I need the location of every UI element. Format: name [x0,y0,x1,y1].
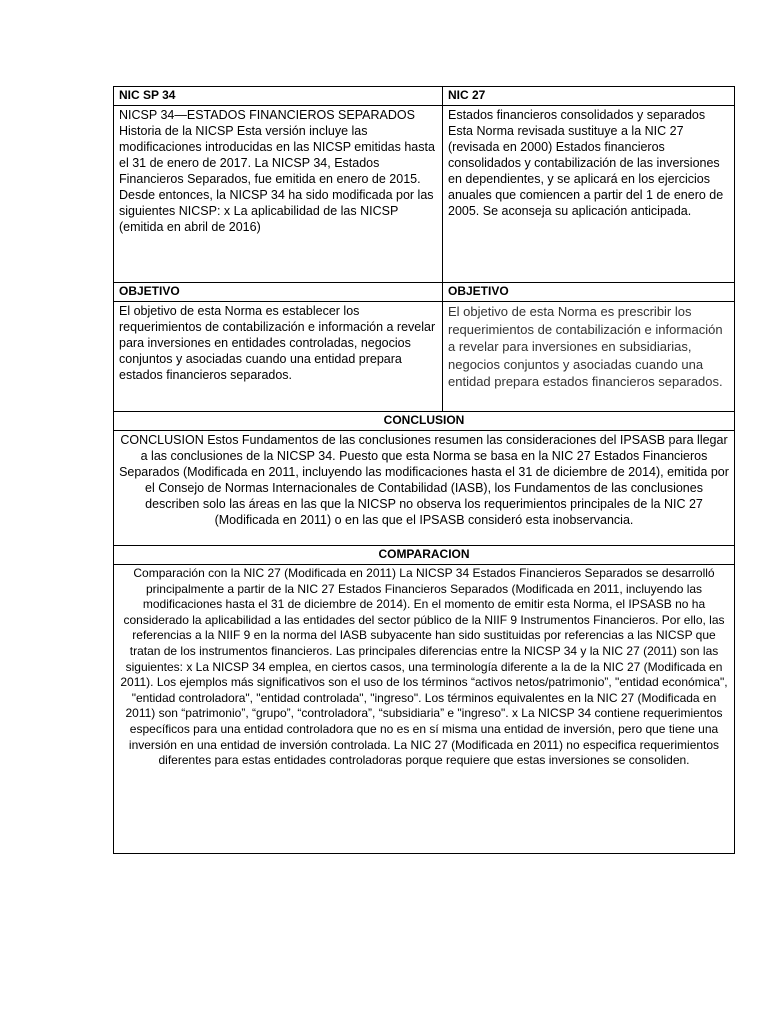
right-column-header: NIC 27 [443,87,735,106]
conclusion-header-row [114,412,735,431]
comparacion-header-row [114,546,735,565]
conclusion-header: CONCLUSION [114,412,735,431]
objetivo-left-cell: El objetivo de esta Norma es establecer los requerimientos de contabilización e información a revelar para inversiones en entidades controladas, negocios conjuntos y asociadas cuando una entidad prepara estados financieros separados. [114,302,443,412]
nicsp34-intro-cell: NICSP 34—ESTADOS FINANCIEROS SEPARADOS Historia de la NICSP Esta versión incluye las modificaciones introducidas en las NICSP emitidas hasta el 31 de enero de 2017. La NICSP 34, Estados Financieros Separados, fue emitida en enero de 2015. Desde entonces, la NICSP 34 ha sido modificada por las siguientes NICSP: x La aplicabilidad de las NICSP (emitida en abril de 2016) [114,106,443,283]
conclusion-cell: CONCLUSION Estos Fundamentos de las conclusiones resumen las consideraciones del IPSASB para llegar a las conclusiones de la NICSP 34. Puesto que esta Norma se basa en la NIC 27 Estados Financieros Separados (Modificada en 2011, incluyendo las modificaciones hasta el 31 de diciembre de 2014), emitida por el Consejo de Normas Internacionales de Contabilidad (IASB), los Fundamentos de las conclusiones describen solo las áreas en las que la NICSP no observa los requerimientos principales de la NIC 27 (Modificada en 2011) o en las que el IPSASB consideró esta inobservancia. [114,431,735,546]
objetivo-right-cell: El objetivo de esta Norma es prescribir los requerimientos de contabilización e información a revelar para inversiones en subsidiarias, negocios conjuntos y asociadas cuando una entidad prepara estados financieros separados. [443,302,735,412]
objetivo-header-row [114,283,735,302]
objetivo-row [114,302,735,412]
header-row [114,87,735,106]
left-column-header: NIC SP 34 [114,87,443,106]
intro-row [114,106,735,283]
nic27-intro-cell: Estados financieros consolidados y separados Esta Norma revisada sustituye a la NIC 27 (revisada en 2000) Estados financieros consolidados y contabilización de las inversiones en dependientes, y se aplicará en los ejercicios anuales que comiencen a partir del 1 de enero de 2005. Se aconseja su aplicación anticipada. [443,106,735,283]
conclusion-row [114,431,735,546]
comparacion-header: COMPARACION [114,546,735,565]
comparison-table [113,86,735,854]
objetivo-left-header: OBJETIVO [114,283,443,302]
objetivo-right-header: OBJETIVO [443,283,735,302]
comparacion-cell: Comparación con la NIC 27 (Modificada en 2011) La NICSP 34 Estados Financieros Separados se desarrolló principalmente a partir de la NIC 27 Estados Financieros Separados (Modificada en 2011, incluyendo las modificaciones hasta el 31 de diciembre de 2014). En el momento de emitir esta Norma, el IPSASB no ha considerado la aplicabilidad a las entidades del sector público de la NIIF 9 Instrumentos Financieros. Por ello, las referencias a la NIIF 9 en la norma del IASB subyacente han sido sustituidas por referencias a las NICSP que tratan de los instrumentos financieros. Las principales diferencias entre la NICSP 34 y la NIC 27 (2011) son las siguientes: x La NICSP 34 emplea, en ciertos casos, una terminología diferente a la de la NIC 27 (Modificada en 2011). Los ejemplos más significativos son el uso de los términos “activos netos/patrimonio”, "entidad económica", "entidad controladora", "entidad controlada", "ingreso". Los términos equivalentes en la NIC 27 (Modificada en 2011) son “patrimonio”, “grupo”, “controladora”, “subsidiaria” e "ingreso". x La NICSP 34 contiene requerimientos específicos para una entidad controladora que no es en sí misma una entidad de inversión, pero que tiene una inversión en una entidad de inversión controlada. La NIC 27 (Modificada en 2011) no especifica requerimientos diferentes para estas entidades controladoras porque requiere que estas inversiones se consoliden. [114,565,735,854]
comparacion-row [114,565,735,854]
